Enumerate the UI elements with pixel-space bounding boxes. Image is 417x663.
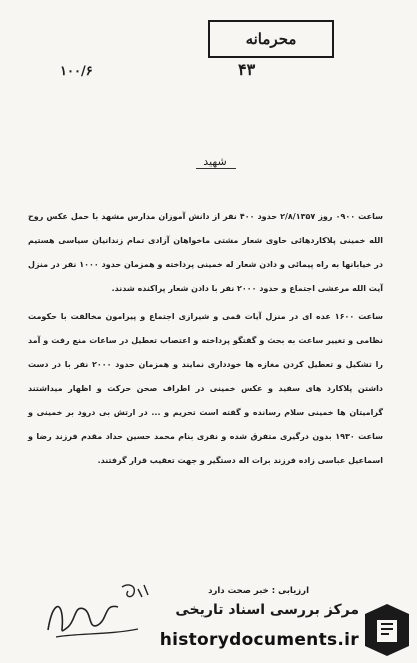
- document-body: [28, 205, 383, 473]
- watermark-title: مرکز بررسی اسناد تاریخی: [175, 602, 359, 618]
- archive-watermark: [96, 598, 417, 663]
- body-paragraph-2: ساعت ۱۶۰۰ عده ای در منزل آیات قمی و شیرازی اجتماع و پیرامون مخالفت با حکومت نظامی و تغییر ساعت به بحث و گفتگو پرداخته و اعتصاب تعطیل در ساعات منع رفت و آمد را تشکیل و تعطیل کردن مغازه ها خودداری نمایند و همزمان حدود ۲۰۰۰ نفر با در دست داشتن پلاکارد های سفید و عکس خمینی در اطراف صحن حرکت و اظهار میداشتند گرامیتان ها خمینی سلام رسانده و گفته است تحریم و ... در ارتش بی درود بر خمینی و ساعت ۱۹۳۰ بدون درگیری متفرق شده و نفری بنام محمد حسین حداد مقدم فرزند رضا و اسماعیل عباسی زاده فرزند برات اله دستگیر و جهت تعقیب قرار گرفتند.: [28, 312, 384, 465]
- assessment-label: ارزیابی : خبر صحت دارد: [208, 586, 309, 596]
- heading-underline: [196, 168, 236, 169]
- document-heading: شهید: [203, 155, 227, 168]
- document-number: ۴۳: [238, 60, 256, 79]
- classification-stamp: محرمانه: [208, 20, 334, 58]
- body-paragraph-1: ساعت ۰۹۰۰ روز ۲/۸/۱۳۵۷ حدود ۴۰۰ نفر از دانش آموزان مدارس مشهد با حمل عکس روح الله خمینی پلاکاردهائی حاوی شعار مشتی ماخواهان آزادی تمام زندانیان سیاسی هستیم در خیابانها به راه پیمائی و دادن شعار له خمینی پرداخته و همزمان حدود ۱۰۰۰ نفر در منزل آیت الله مرعشی اجتماع و حدود ۲۰۰۰ نفر با دادن شعار پراکنده شدند.: [28, 212, 383, 293]
- reference-number: ۱۰۰/۶: [60, 64, 93, 79]
- archive-logo-icon: [363, 602, 411, 658]
- watermark-url: historydocuments.ir: [159, 630, 359, 650]
